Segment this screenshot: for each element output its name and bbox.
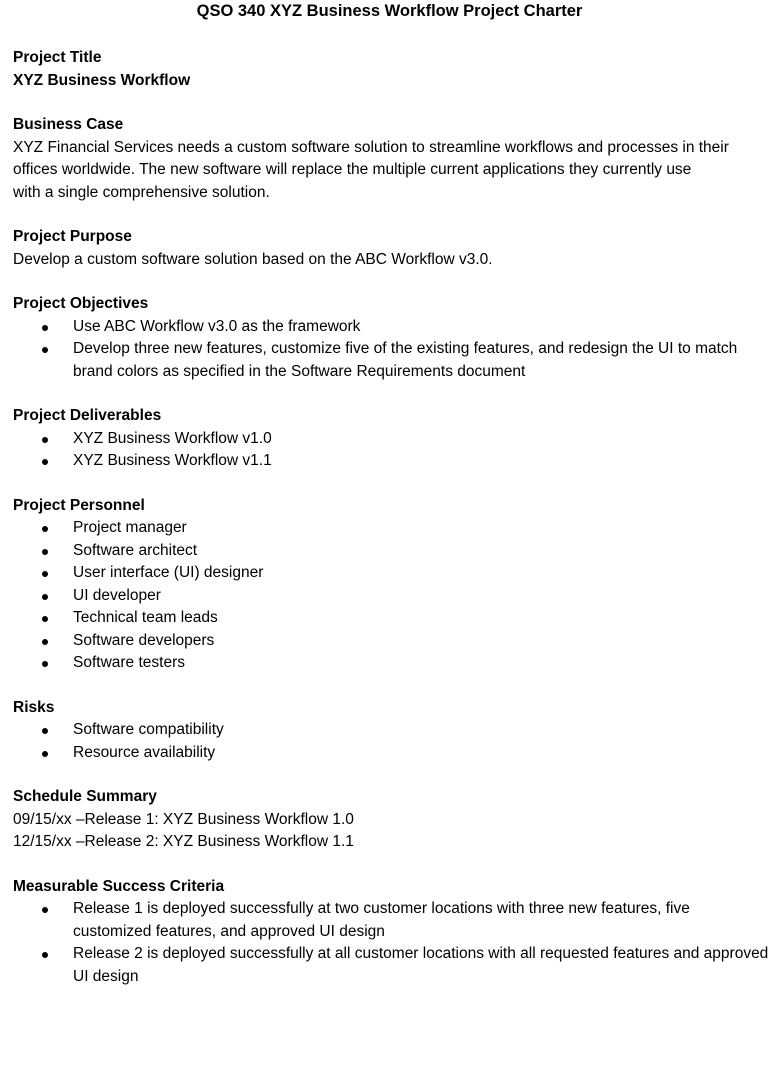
- project-personnel-heading: Project Personnel: [13, 496, 145, 514]
- document-body: [13, 47, 779, 1010]
- project-deliverables-heading: Project Deliverables: [13, 407, 162, 424]
- list-item: [13, 540, 779, 563]
- bullet-icon: [42, 594, 48, 600]
- project-objectives-list: [13, 316, 779, 384]
- list-item: [13, 428, 779, 451]
- list-item-text: XYZ Business Workflow v1.1: [73, 452, 272, 469]
- list-item: [13, 338, 779, 383]
- project-personnel-section: [13, 495, 779, 675]
- bullet-icon: [42, 549, 48, 555]
- list-item: [13, 585, 779, 608]
- list-item-text: UI developer: [73, 586, 161, 604]
- business-case-text: [13, 137, 779, 205]
- bullet-icon: [42, 571, 48, 577]
- success-criteria-list: [13, 898, 779, 988]
- business-case-section: [13, 114, 779, 204]
- project-deliverables-list: [13, 428, 779, 473]
- risks-list: [13, 719, 779, 764]
- list-item: [13, 652, 779, 675]
- business-case-line: XYZ Financial Services needs a custom software solution to streamline workflows and processes in their: [13, 138, 729, 156]
- project-deliverables-section: [13, 405, 779, 473]
- business-case-line: with a single comprehensive solution.: [13, 183, 270, 201]
- list-item: [13, 450, 779, 473]
- document-title: QSO 340 XYZ Business Workflow Project Charter: [196, 2, 583, 20]
- bullet-icon: [42, 661, 48, 667]
- schedule-summary-section: [13, 786, 779, 854]
- list-item-text: User interface (UI) designer: [73, 564, 264, 581]
- schedule-line: 09/15/xx –Release 1: XYZ Business Workflow 1.0: [13, 810, 354, 828]
- business-case-heading: Business Case: [13, 116, 124, 133]
- list-item: [13, 630, 779, 653]
- project-title-value: XYZ Business Workflow: [13, 71, 191, 89]
- bullet-icon: [42, 639, 48, 645]
- list-item: [13, 316, 779, 339]
- bullet-icon: [42, 616, 48, 622]
- bullet-icon: [42, 728, 48, 734]
- bullet-icon: [42, 325, 48, 331]
- list-item-text: Develop three new features, customize five of the existing features, and redesign the UI to match brand colors as specified in the Software Requirements document: [73, 340, 738, 380]
- list-item-text: Software compatibility: [73, 721, 224, 738]
- risks-section: [13, 697, 779, 765]
- project-purpose-text: Develop a custom software solution based on the ABC Workflow v3.0.: [13, 250, 493, 268]
- list-item: [13, 719, 779, 742]
- list-item-text: Release 1 is deployed successfully at two customer locations with three new features, five customized features, and approved UI design: [73, 900, 690, 940]
- bullet-icon: [42, 459, 48, 465]
- success-criteria-heading: Measurable Success Criteria: [13, 877, 225, 895]
- project-personnel-list: [13, 517, 779, 675]
- list-item-text: Use ABC Workflow v3.0 as the framework: [73, 317, 361, 335]
- project-purpose-section: [13, 226, 779, 271]
- bullet-icon: [42, 347, 48, 353]
- list-item: [13, 517, 779, 540]
- list-item-text: Project manager: [73, 519, 187, 536]
- project-objectives-heading: Project Objectives: [13, 295, 149, 312]
- list-item-text: XYZ Business Workflow v1.0: [73, 429, 272, 447]
- schedule-summary-heading: Schedule Summary: [13, 788, 157, 805]
- list-item: [13, 742, 779, 765]
- bullet-icon: [42, 952, 48, 958]
- list-item-text: Software developers: [73, 631, 215, 649]
- list-item-text: Technical team leads: [73, 609, 218, 626]
- project-purpose-heading: Project Purpose: [13, 228, 132, 245]
- list-item: [13, 607, 779, 630]
- list-item: [13, 943, 779, 988]
- bullet-icon: [42, 526, 48, 532]
- list-item: [13, 898, 779, 943]
- list-item-text: Software testers: [73, 654, 185, 671]
- schedule-line: 12/15/xx –Release 2: XYZ Business Workflow 1.1: [13, 833, 354, 850]
- bullet-icon: [42, 907, 48, 913]
- success-criteria-section: [13, 876, 779, 989]
- project-title-section: [13, 47, 779, 92]
- project-title-heading: Project Title: [13, 49, 102, 66]
- list-item-text: Release 2 is deployed successfully at all customer locations with all requested features and approved UI design: [73, 945, 769, 985]
- list-item: [13, 562, 779, 585]
- bullet-icon: [42, 751, 48, 757]
- project-objectives-section: [13, 293, 779, 383]
- business-case-line: offices worldwide. The new software will replace the multiple current applications they currently use: [13, 161, 692, 178]
- bullet-icon: [42, 437, 48, 443]
- list-item-text: Resource availability: [73, 743, 216, 761]
- list-item-text: Software architect: [73, 541, 198, 559]
- risks-heading: Risks: [13, 698, 55, 716]
